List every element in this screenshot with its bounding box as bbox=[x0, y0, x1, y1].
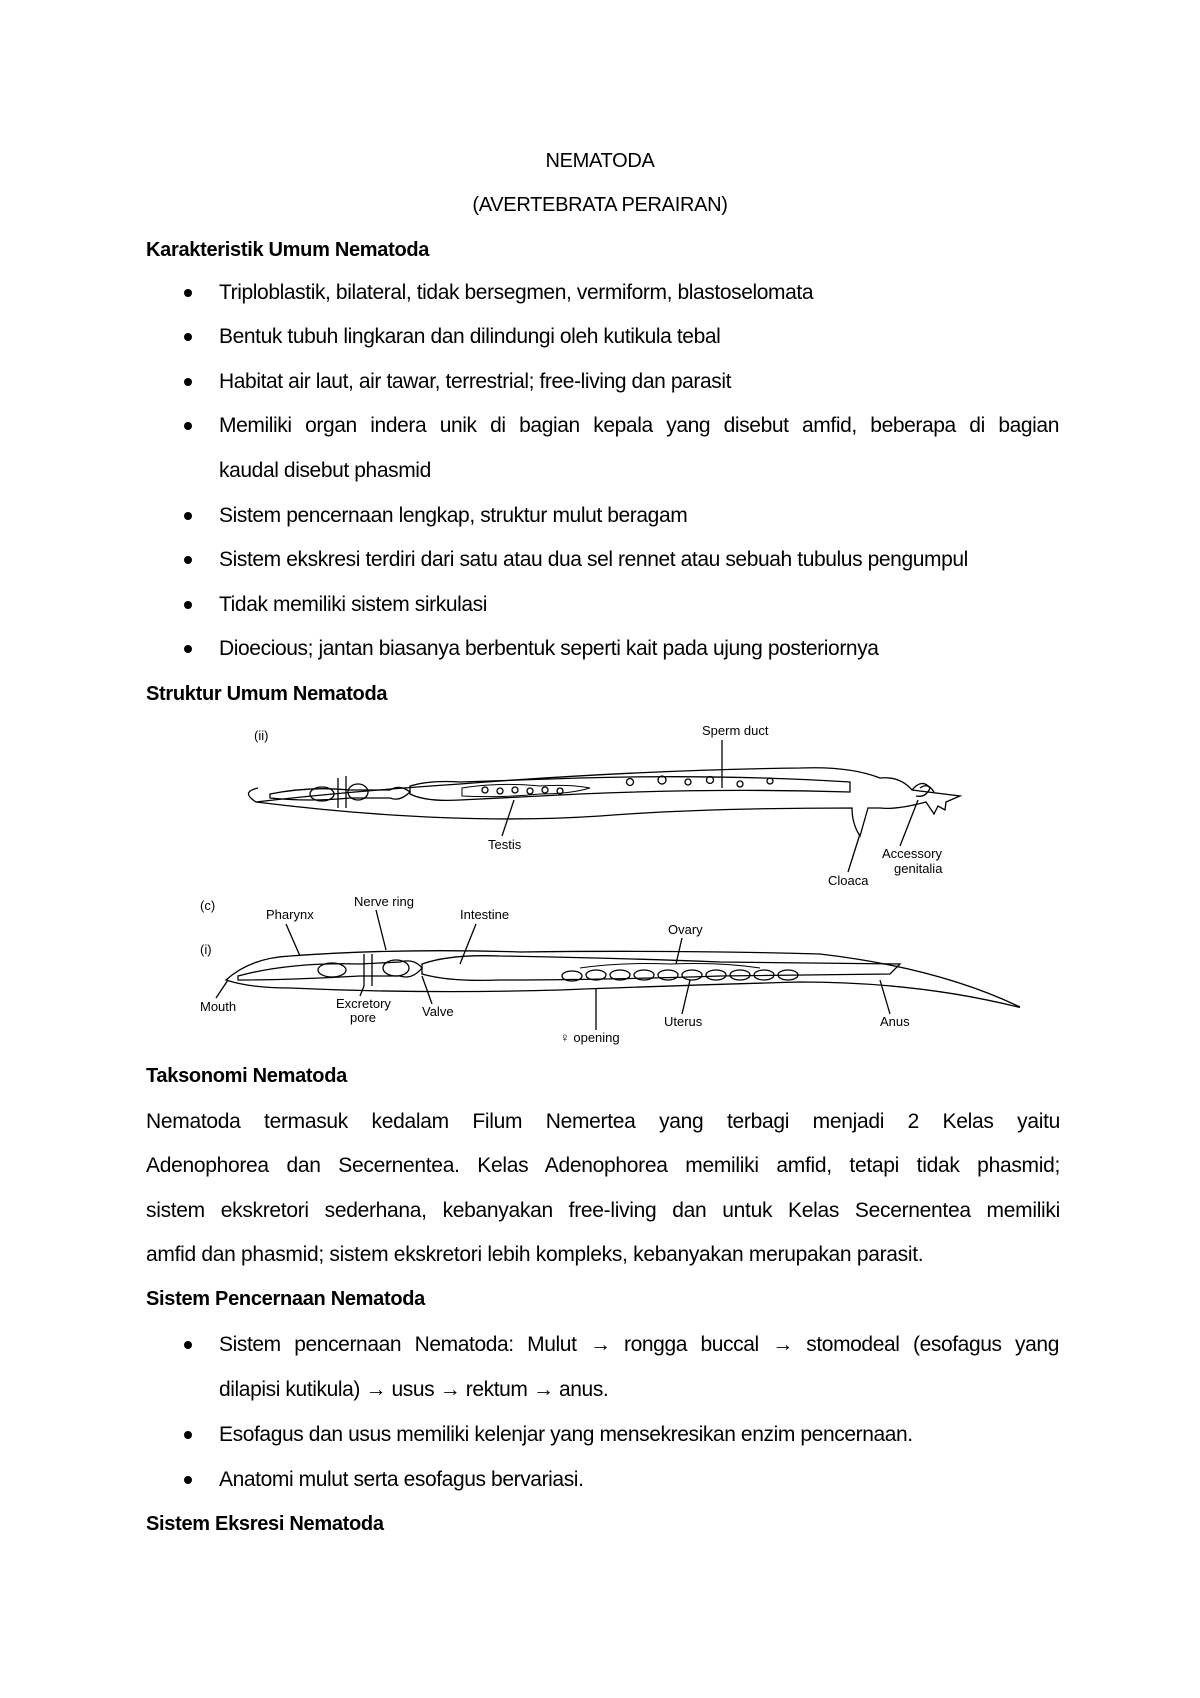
bullet-icon bbox=[184, 422, 192, 430]
label-valve: Valve bbox=[422, 1004, 454, 1019]
label-ovary: Ovary bbox=[668, 922, 703, 937]
label-pharynx: Pharynx bbox=[266, 907, 314, 922]
figure-panel-label-male: (ii) bbox=[254, 728, 269, 743]
bullet-icon bbox=[184, 512, 192, 520]
document-title: NEMATODA bbox=[545, 150, 655, 172]
label-nerve-ring: Nerve ring bbox=[354, 894, 414, 909]
bullet-icon bbox=[184, 1341, 192, 1349]
label-cloaca: Cloaca bbox=[828, 873, 869, 888]
list-item: Esofagus dan usus memiliki kelenjar yang mensekresikan enzim pencernaan. bbox=[219, 1423, 913, 1446]
label-sperm-duct: Sperm duct bbox=[702, 723, 769, 738]
paragraph-line: amfid dan phasmid; sistem ekskretori lebih kompleks, kebanyakan merupakan parasit. bbox=[146, 1243, 924, 1266]
list-item-continuation: dilapisi kutikula) → usus → rektum → anus. bbox=[219, 1378, 609, 1401]
list-item: Habitat air laut, air tawar, terrestrial; free-living dan parasit bbox=[219, 370, 732, 393]
label-female-opening: ♀ opening bbox=[560, 1030, 620, 1045]
list-item: Dioecious; jantan biasanya berbentuk seperti kait pada ujung posteriornya bbox=[219, 637, 879, 660]
document-subtitle: (AVERTEBRATA PERAIRAN) bbox=[472, 194, 728, 216]
label-mouth: Mouth bbox=[200, 999, 237, 1014]
list-item: Sistem pencernaan lengkap, struktur mulut beragam bbox=[219, 504, 688, 527]
bullet-icon bbox=[184, 1431, 192, 1439]
list-item: Memiliki organ indera unik di bagian kepala yang disebut amfid, beberapa di bagian bbox=[219, 414, 1059, 437]
section-heading-pencernaan: Sistem Pencernaan Nematoda bbox=[146, 1288, 425, 1310]
paragraph-line: Nematoda termasuk kedalam Filum Nemertea yang terbagi menjadi 2 Kelas yaitu bbox=[146, 1110, 1060, 1133]
section-heading-karakteristik: Karakteristik Umum Nematoda bbox=[146, 239, 430, 261]
section-heading-taksonomi: Taksonomi Nematoda bbox=[146, 1065, 347, 1087]
list-item: Sistem pencernaan Nematoda: Mulut → rongga buccal → stomodeal (esofagus yang bbox=[219, 1333, 1059, 1356]
section-heading-ekskresi: Sistem Eksresi Nematoda bbox=[146, 1513, 384, 1535]
list-item: Anatomi mulut serta esofagus bervariasi. bbox=[219, 1468, 584, 1491]
label-testis: Testis bbox=[488, 837, 522, 852]
bullet-icon bbox=[184, 601, 192, 609]
label-genitalia: genitalia bbox=[894, 861, 943, 876]
bullet-icon bbox=[184, 378, 192, 386]
label-uterus: Uterus bbox=[664, 1014, 703, 1029]
section-heading-struktur: Struktur Umum Nematoda bbox=[146, 683, 388, 705]
paragraph-line: Adenophorea dan Secernentea. Kelas Adenophorea memiliki amfid, tetapi tidak phasmid; bbox=[146, 1154, 1060, 1177]
list-item-continuation: kaudal disebut phasmid bbox=[219, 459, 431, 482]
list-item: Triploblastik, bilateral, tidak bersegmen, vermiform, blastoselomata bbox=[219, 281, 814, 304]
label-excretory: Excretory bbox=[336, 996, 391, 1011]
list-item: Sistem ekskresi terdiri dari satu atau dua sel rennet atau sebuah tubulus pengumpul bbox=[219, 548, 968, 571]
nematode-anatomy-figure bbox=[200, 718, 1020, 1048]
list-item: Bentuk tubuh lingkaran dan dilindungi oleh kutikula tebal bbox=[219, 325, 721, 348]
label-anus: Anus bbox=[880, 1014, 910, 1029]
bullet-icon bbox=[184, 1476, 192, 1484]
bullet-icon bbox=[184, 556, 192, 564]
label-intestine: Intestine bbox=[460, 907, 510, 922]
figure-panel-label-female: (i) bbox=[200, 942, 212, 957]
figure-label-c: (c) bbox=[200, 898, 216, 913]
bullet-icon bbox=[184, 645, 192, 653]
bullet-icon bbox=[184, 333, 192, 341]
label-pore: pore bbox=[350, 1010, 377, 1025]
paragraph-line: sistem ekskretori sederhana, kebanyakan free-living dan untuk Kelas Secernentea memiliki bbox=[146, 1199, 1060, 1222]
bullet-icon bbox=[184, 289, 192, 297]
label-accessory: Accessory bbox=[882, 846, 942, 861]
list-item: Tidak memiliki sistem sirkulasi bbox=[219, 593, 488, 616]
